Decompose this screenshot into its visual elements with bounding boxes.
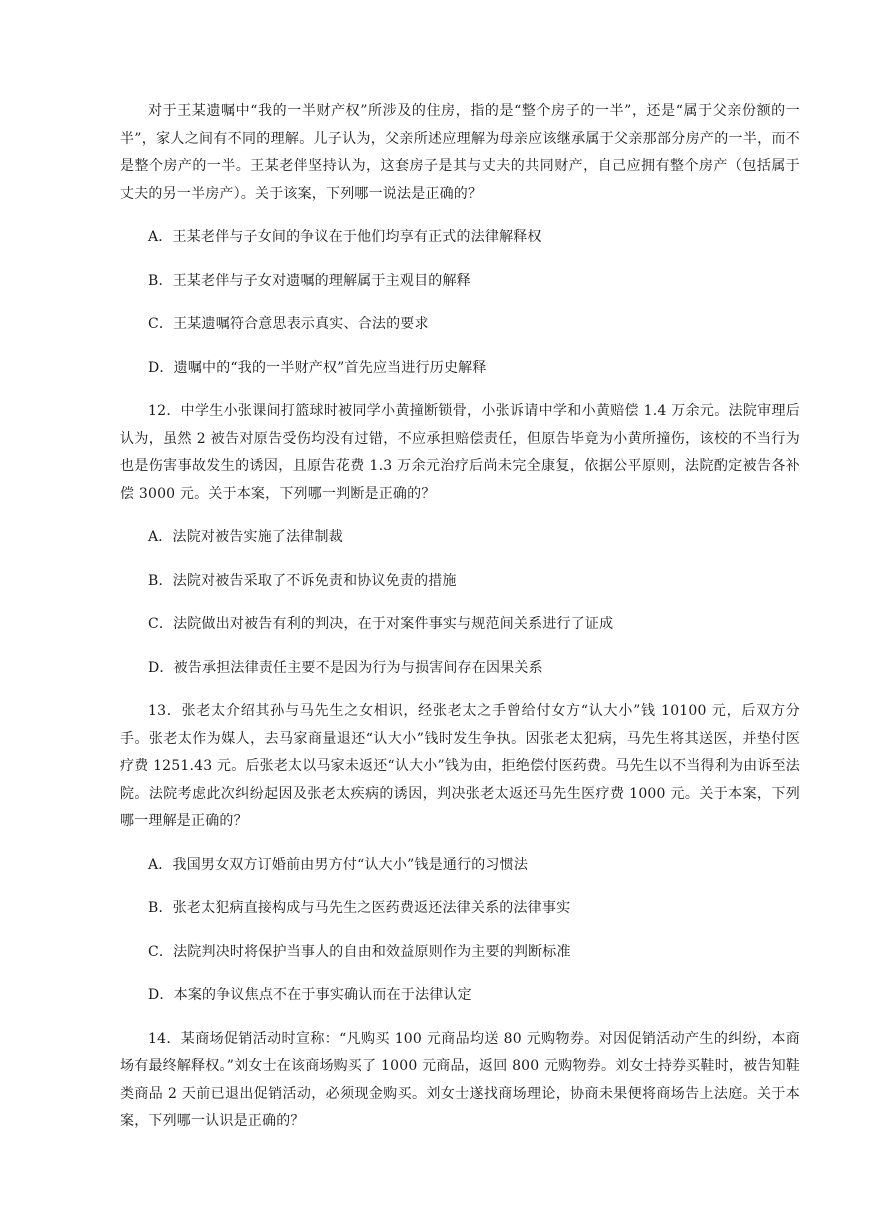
option-d: D．本案的争议焦点不在于事实确认而在于法律认定 bbox=[148, 987, 472, 1003]
option-b: B．法院对被告采取了不诉免责和协议免责的措施 bbox=[148, 572, 457, 589]
option-a: A．王某老伴与子女间的争议在于他们均享有正式的法律解释权 bbox=[148, 229, 542, 245]
option-b: B．张老太犯病直接构成与马先生之医药费返还法律关系的法律事实 bbox=[148, 900, 571, 916]
options-list-13 bbox=[120, 852, 800, 1010]
option-c: C．王某遗嘱符合意思表示真实、合法的要求 bbox=[148, 316, 429, 332]
option-d: D．遗嘱中的“我的一半财产权”首先应当进行历史解释 bbox=[148, 359, 487, 376]
option-a: A．我国男女双方订婚前由男方付“认大小”钱是通行的习惯法 bbox=[148, 856, 529, 873]
option-a: A．法院对被告实施了法律制裁 bbox=[148, 529, 343, 545]
document-page bbox=[120, 98, 800, 1136]
option-c: C．法院判决时将保护当事人的自由和效益原则作为主要的判断标准 bbox=[148, 943, 571, 960]
option-d: D．被告承担法律责任主要不是因为行为与损害间存在因果关系 bbox=[148, 659, 543, 676]
question-stem-12: 12．中学生小张课间打篮球时被同学小黄撞断锁骨，小张诉请中学和小黄赔偿 1.4 万余元。法院审理后认为，虽然 2 被告对原告受伤均没有过错，不应承担赔偿责任，但原告毕竟为小黄所撞伤，该校的不当行为也是伤害事故发生的诱因，且原告花费 1.3 万余元治疗后尚未完全康复，依据公平原则，法院酌定被告各补偿 3000 元。关于本案，下列哪一判断是正确的？ bbox=[120, 403, 800, 502]
option-b: B．王某老伴与子女对遗嘱的理解属于主观目的解释 bbox=[148, 272, 471, 289]
question-stem-13: 13．张老太介绍其孙与马先生之女相识，经张老太之手曾给付女方“认大小”钱 10100 元，后双方分手。张老太作为媒人，去马家商量退还“认大小”钱时发生争执。因张老太犯病，马先生将其送医，并垫付医疗费 1251.43 元。后张老太以马家未返还“认大小”钱为由，拒绝偿付医药费。马先生以不当得利为由诉至法院。法院考虑此次纠纷起因及张老太疾病的诱因，判决张老太返还马先生医疗费 1000 元。关于本案，下列哪一理解是正确的？ bbox=[120, 703, 800, 829]
options-list-12 bbox=[120, 524, 800, 682]
option-c: C．法院做出对被告有利的判决，在于对案件事实与规范间关系进行了证成 bbox=[148, 616, 614, 632]
options-list-1 bbox=[120, 224, 800, 382]
question-stem-14: 14．某商场促销活动时宣称：“凡购买 100 元商品均送 80 元购物券。对因促销活动产生的纠纷，本商场有最终解释权。”刘女士在该商场购买了 1000 元商品，返回 800 元购物券。刘女士持券买鞋时，被告知鞋类商品 2 天前已退出促销活动，必须现金购买。刘女士遂找商场理论，协商未果便将商场告上法庭。关于本案，下列哪一认识是正确的？ bbox=[120, 1030, 800, 1129]
question-stem-1: 对于王某遗嘱中“我的一半财产权”所涉及的住房，指的是“整个房子的一半”，还是“属于父亲份额的一半”，家人之间有不同的理解。儿子认为，父亲所述应理解为母亲应该继承属于父亲那部分房产的一半，而不是整个房产的一半。王某老伴坚持认为，这套房子是其与丈夫的共同财产，自己应拥有整个房产（包括属于丈夫的另一半房产）。关于该案，下列哪一说法是正确的？ bbox=[120, 103, 800, 202]
